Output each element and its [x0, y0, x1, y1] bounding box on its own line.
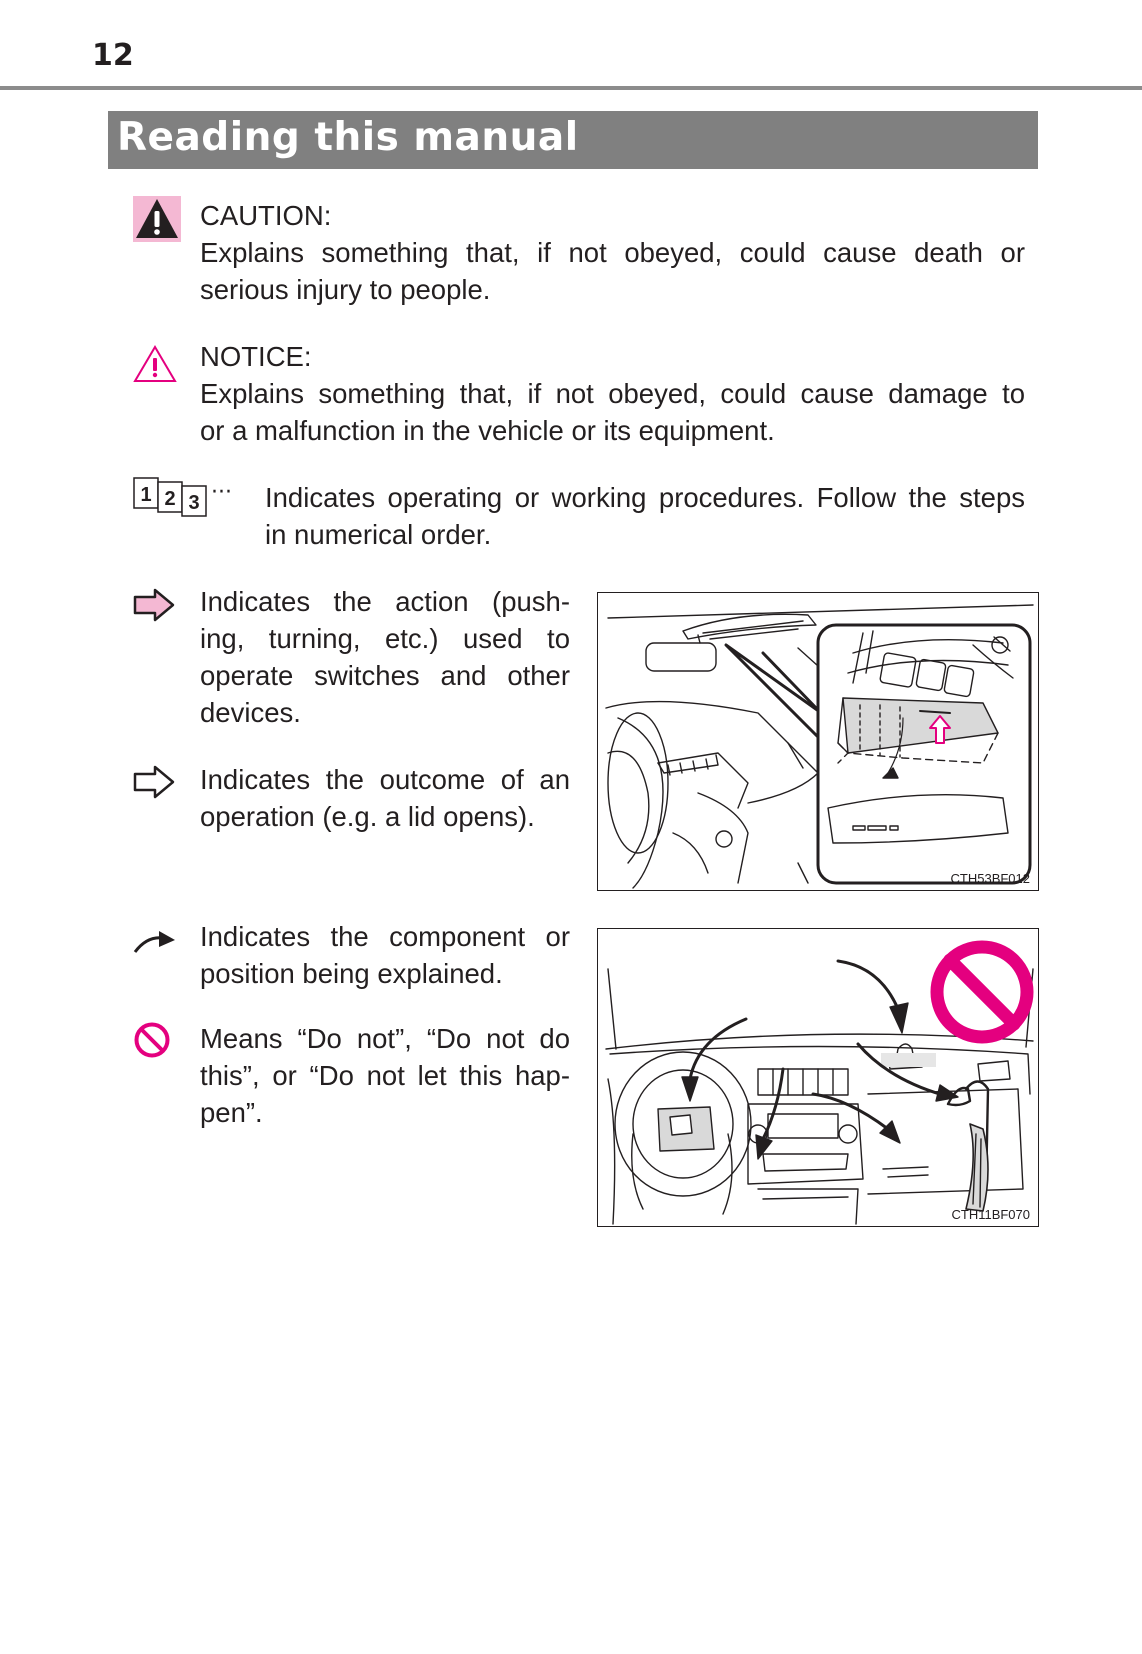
action-arrow-icon	[133, 588, 175, 622]
figure-1-code: CTH53BF012	[950, 871, 1030, 886]
outcome-text-line2: operation (e.g. a lid opens).	[200, 801, 535, 832]
caution-text-line1: Explains something that, if not obeyed, could cause death or	[200, 237, 1025, 268]
outcome-text-line1: Indicates the outcome of an	[200, 764, 570, 795]
dashboard-illustration	[598, 929, 1040, 1228]
do-not-text-line2: this”, or “Do not let this hap-	[200, 1060, 570, 1091]
notice-warning-icon	[133, 345, 177, 383]
action-text-line4: devices.	[200, 697, 301, 728]
figure-2-code: CTH11BF070	[951, 1207, 1030, 1222]
outcome-arrow-icon	[133, 765, 175, 799]
step-number-1: 1	[140, 484, 152, 506]
notice-text-line1: Explains something that, if not obeyed, could cause damage to	[200, 378, 1025, 409]
page-number: 12	[92, 38, 134, 73]
step-dots: ···	[211, 480, 232, 505]
component-text-line2: position being explained.	[200, 958, 503, 989]
steps-text-line2: in numerical order.	[265, 519, 492, 550]
component-pointer-icon	[133, 928, 177, 956]
do-not-text-line1: Means “Do not”, “Do not do	[200, 1023, 570, 1054]
do-not-text-line3: pen”.	[200, 1097, 263, 1128]
overhead-console-figure	[597, 592, 1039, 891]
component-text-line1: Indicates the component or	[200, 921, 570, 952]
caution-label: CAUTION:	[200, 200, 332, 231]
caution-text-line2: serious injury to people.	[200, 274, 491, 305]
step-number-2: 2	[164, 488, 176, 510]
step-numbers-icon	[133, 477, 245, 519]
section-title: Reading this manual	[117, 115, 579, 160]
section-title-bar	[108, 111, 1038, 169]
header-divider	[0, 86, 1142, 90]
step-number-3: 3	[188, 492, 200, 514]
prohibited-icon	[133, 1021, 171, 1059]
notice-text-line2: or a malfunction in the vehicle or its equipment.	[200, 415, 775, 446]
overhead-console-illustration	[598, 593, 1040, 892]
dashboard-figure	[597, 928, 1039, 1227]
action-text-line1: Indicates the action (push-	[200, 586, 570, 617]
steps-text-line1: Indicates operating or working procedures. Follow the steps	[265, 482, 1025, 513]
notice-label: NOTICE:	[200, 341, 312, 372]
caution-warning-icon	[133, 196, 181, 242]
action-text-line3: operate switches and other	[200, 660, 570, 691]
action-text-line2: ing, turning, etc.) used to	[200, 623, 570, 654]
